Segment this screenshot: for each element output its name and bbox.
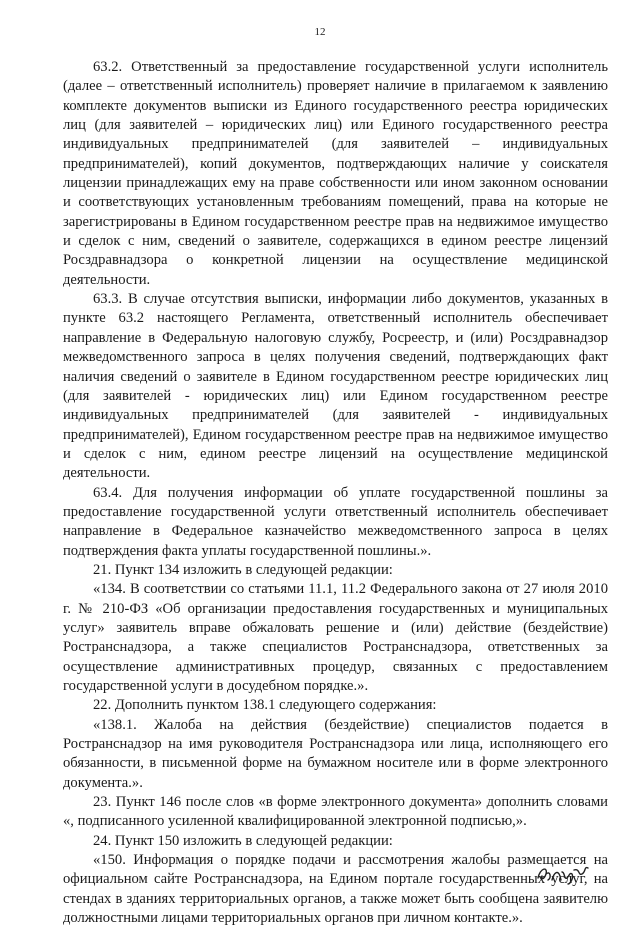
paragraph-138-1: «138.1. Жалоба на действия (бездействие) специалистов подается в Ространснадзор на имя руководителя Ространснадзора или лица, исполняющего его обязанности, в письменной форме на бумажном носителе или в форме электронного документа.». <box>63 716 608 791</box>
paragraph-63-2: 63.2. Ответственный за предоставление государственной услуги исполнитель (далее – ответственный исполнитель) проверяет наличие в прилагаемом к заявлению комплекте документов выписки из Единого государственного реестра юридических лиц (для заявителей – юридических лиц) или Единого государственного реестра индивидуальных предпринимателей (для заявителей – индивидуальных предпринимателей), копий документов, подтверждающих наличие у соискателя лицензии принадлежащих ему на праве собственности или ином законном основании и соответствующих установленным требованиям помещений, права на которые не зарегистрированы в Едином государственном реестре прав на недвижимое имущество и сделок с ним, сведений о заявителе, содержащихся в едином реестре лицензий Росздравнадзора о конкретной лицензии на осуществление медицинской деятельности. <box>63 59 608 288</box>
handwritten-initials-signature <box>534 858 594 888</box>
paragraph-item-22: 22. Дополнить пунктом 138.1 следующего содержания: <box>93 697 437 714</box>
paragraph-63-3: 63.3. В случае отсутствия выписки, информации либо документов, указанных в пункте 63.2 настоящего Регламента, ответственный исполнитель обеспечивает направление в Федеральную налоговую службу, Росреестр, и (или) Росздравнадзор межведомственного запроса в целях получения сведений, подтверждающих факт наличия сведений о заявителе в Едином государственном реестре юридических лиц (для заявителей - юридических лиц) или Едином государственном реестре индивидуальных предпринимателей (для заявителей - индивидуальных предпринимателей), Едином государственном реестре прав на недвижимое имущество и сделок с ним, едином реестре лицензий на осуществление медицинской деятельности. <box>63 291 608 482</box>
document-body <box>63 58 608 928</box>
paragraph-63-4: 63.4. Для получения информации об уплате государственной пошлины за предоставление государственной услуги ответственный исполнитель обеспечивает направление в Федеральное казначейство межведомственного запроса в целях подтверждения факта уплаты государственной пошлины.». <box>63 484 608 559</box>
paragraph-item-21: 21. Пункт 134 изложить в следующей редакции: <box>93 561 393 578</box>
paragraph-134: «134. В соответствии со статьями 11.1, 11.2 Федерального закона от 27 июля 2010 г. № 210-ФЗ «Об организации предоставления государственных и муниципальных услуг» заявитель вправе обжаловать решение и (или) действие (бездействие) Ространснадзора, а также специалистов Ространснадзора, ответственных за осуществление административных процедур, связанных с предоставлением государственной услуги в досудебном порядке.». <box>63 581 608 694</box>
page-number: 12 <box>314 26 326 38</box>
paragraph-item-23: 23. Пункт 146 после слов «в форме электронного документа» дополнить словами «, подписанного усиленной квалифицированной электронной подписью,». <box>63 794 608 830</box>
paragraph-150: «150. Информация о порядке подачи и рассмотрения жалобы размещается на официальном сайте Ространснадзора, на Едином портале государственных услуг, на стендах в зданиях территориальных органов, а также может быть сообщена заявителю должностными лицами территориальных органов при личном контакте.». <box>63 852 608 927</box>
paragraph-item-24: 24. Пункт 150 изложить в следующей редакции: <box>93 832 393 849</box>
